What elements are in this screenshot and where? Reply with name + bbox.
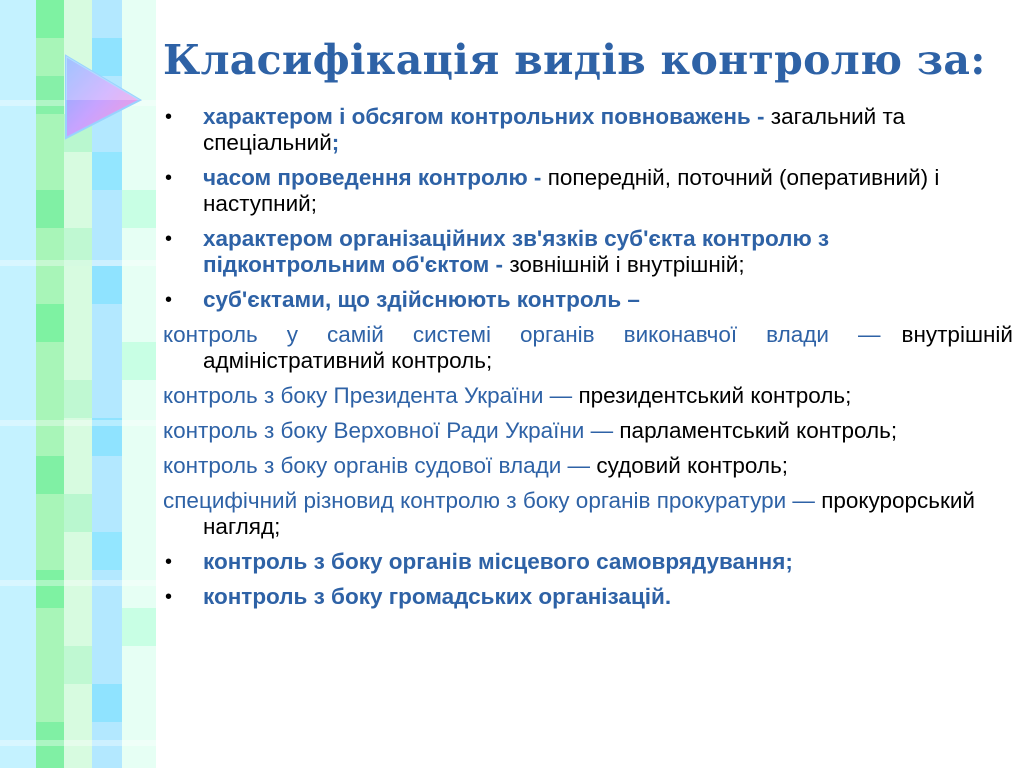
item-label: суб'єктами, що здійснюють контроль – [203, 287, 640, 312]
bullet-icon: • [165, 106, 173, 128]
list-item [163, 287, 1013, 313]
decorative-side-stripes [0, 0, 156, 768]
bullet-icon: • [165, 289, 173, 311]
bullet-icon: • [165, 167, 173, 189]
slide-title: Класифікація видів контролю за: [163, 36, 986, 84]
item-label: контроль з боку органів місцевого самоврядування; [203, 549, 793, 574]
bullet-icon: • [165, 586, 173, 608]
sub-item-label: контроль з боку Президента України — [163, 383, 573, 408]
item-label: характером організаційних зв'язків суб'єкта контролю з підконтрольним об'єктом - [203, 226, 830, 277]
sub-item-label: контроль з боку органів судової влади — [163, 453, 591, 478]
list-item [163, 165, 1013, 217]
sub-item-text: судовий контроль; [596, 453, 789, 478]
sub-item [163, 488, 1013, 540]
sub-item-label: специфічний різновид контролю з боку органів прокуратури — [163, 488, 815, 513]
list-item [163, 584, 1013, 610]
bullet-icon: • [165, 551, 173, 573]
sub-item-text: прокурорський нагляд; [203, 488, 975, 539]
sub-item-label: контроль з боку Верховної Ради України — [163, 418, 614, 443]
bullet-icon: • [165, 228, 173, 250]
sub-item-text: парламентський контроль; [619, 418, 898, 443]
item-label: контроль з боку громадських організацій. [203, 584, 672, 609]
item-text: загальний та спеціальний [203, 104, 906, 155]
item-label: характером і обсягом контрольних повноважень - [203, 104, 765, 129]
sub-item [163, 322, 1013, 374]
sub-item-text: внутрішній адміністративний контроль; [203, 322, 1013, 373]
list-item [163, 549, 1013, 575]
item-label: часом проведення контролю - [203, 165, 542, 190]
sub-item-text: президентський контроль; [578, 383, 852, 408]
item-text: зовнішній і внутрішній; [509, 252, 745, 277]
sub-item [163, 418, 1013, 444]
item-text: попередній, поточний (оперативний) і наступний; [203, 165, 940, 216]
list-item [163, 104, 1013, 156]
item-punctuation: ; [331, 130, 340, 155]
classification-list [163, 104, 1013, 610]
sub-item-label: контроль у самій системі органів виконавчої влади — [163, 322, 881, 347]
sub-item [163, 453, 1013, 479]
sub-item [163, 383, 1013, 409]
list-item [163, 226, 1013, 278]
